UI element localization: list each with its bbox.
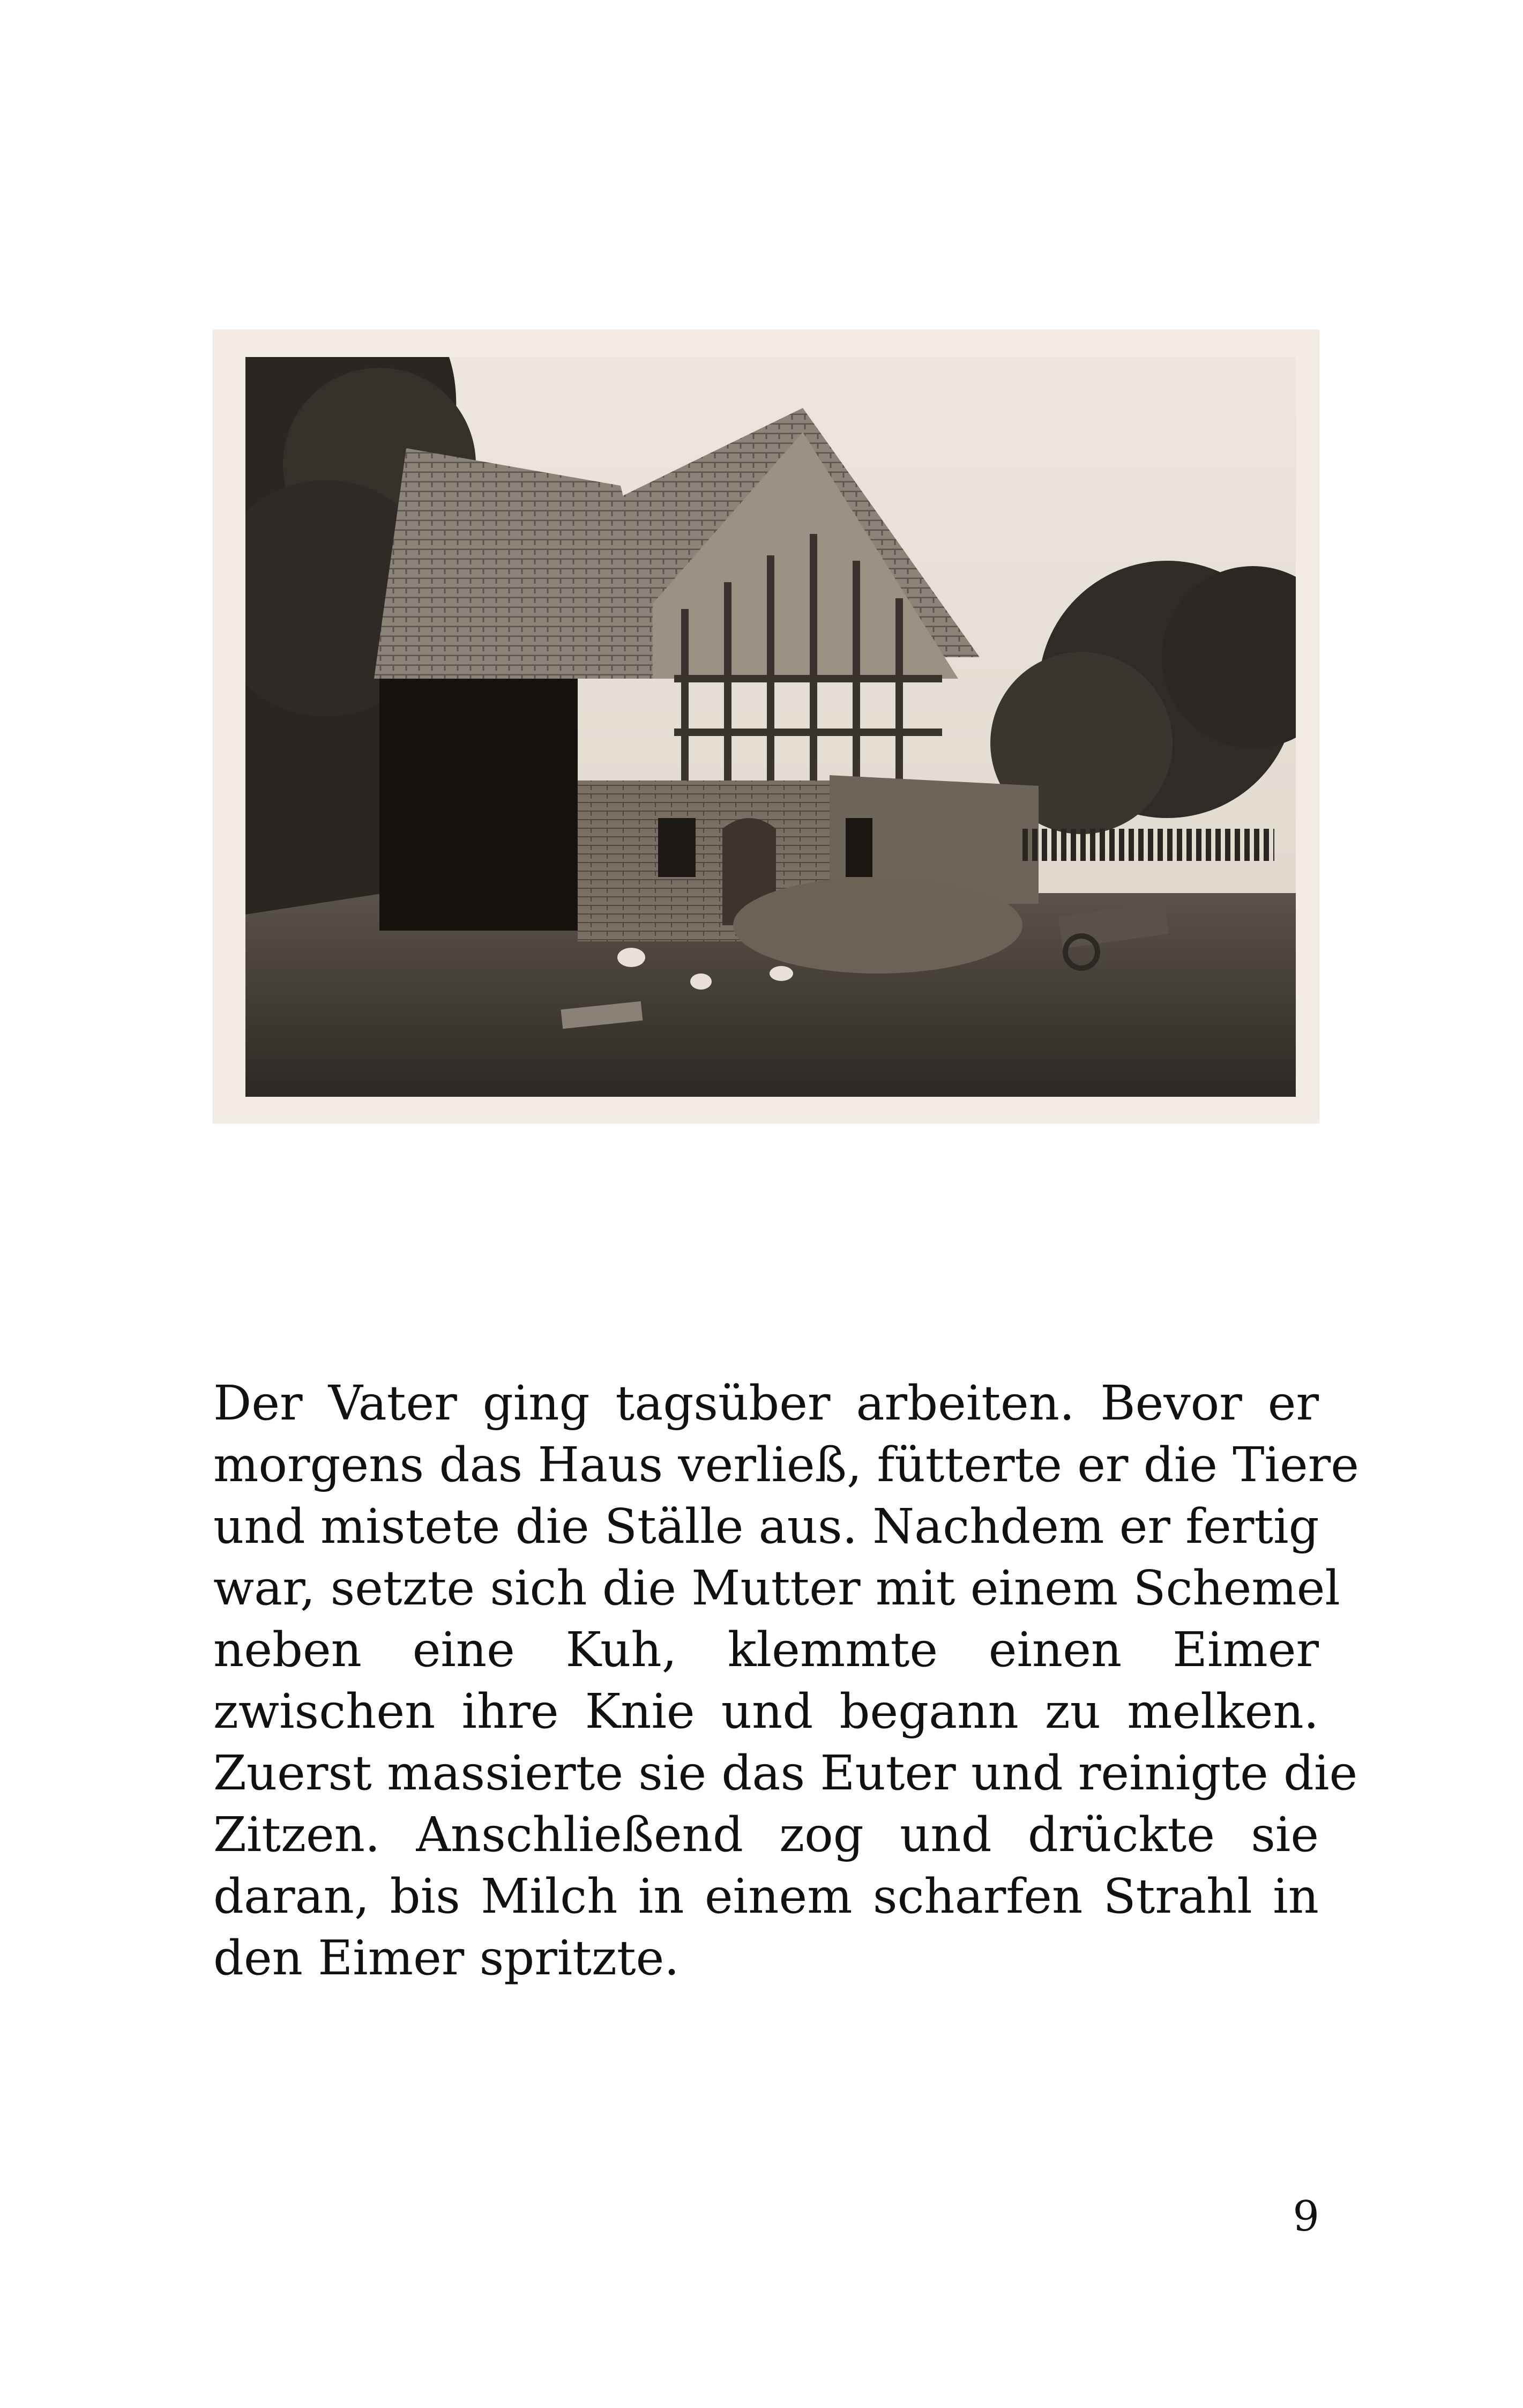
text-line: morgens das Haus verließ, fütterte er die Tiere <box>213 1437 1359 1492</box>
text-line: daran, bis Milch in einem scharfen Strahl in <box>213 1868 1319 1924</box>
text-line: und mistete die Ställe aus. Nachdem er fertig <box>213 1498 1319 1554</box>
body-text <box>213 1372 1359 1989</box>
text-line: war, setzte sich die Mutter mit einem Schemel <box>213 1560 1340 1616</box>
text-line: den Eimer spritzte. <box>213 1930 680 1986</box>
text-line: zwischen ihre Knie und begann zu melken. <box>213 1683 1319 1739</box>
farmhouse-photo <box>245 357 1296 1097</box>
text-line: neben eine Kuh, klemmte einen Eimer <box>213 1622 1319 1677</box>
text-line: Der Vater ging tagsüber arbeiten. Bevor er <box>213 1375 1319 1431</box>
text-line: Zitzen. Anschließend zog und drückte sie <box>213 1807 1319 1862</box>
text-line: Zuerst massierte sie das Euter und reinigte die <box>213 1745 1358 1801</box>
page-number: 9 <box>1293 2193 1319 2241</box>
photograph <box>213 330 1319 1123</box>
